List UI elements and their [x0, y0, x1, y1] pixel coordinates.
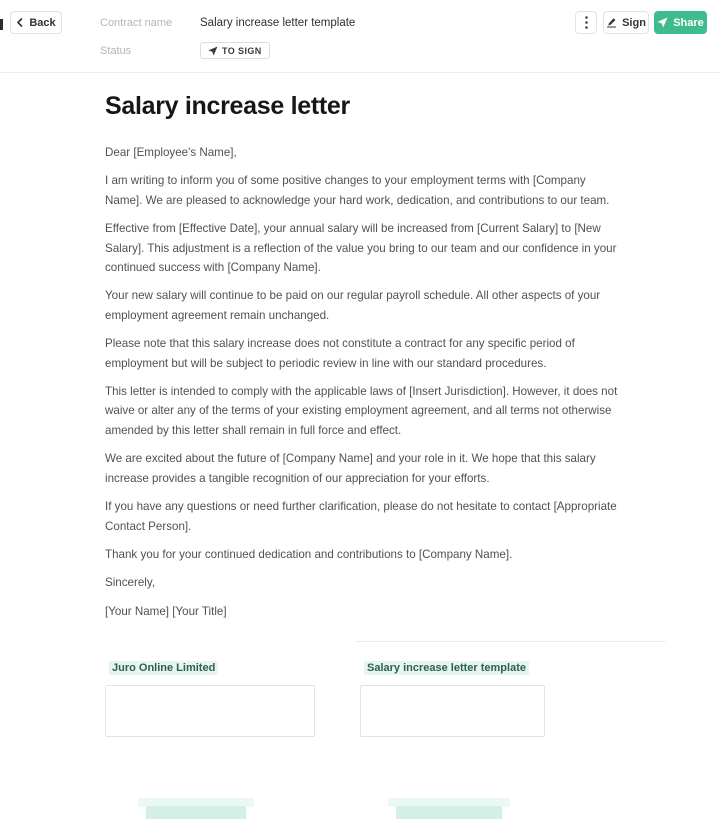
signature-party-label[interactable]: Salary increase letter template — [364, 661, 529, 675]
letter-paragraph[interactable]: This letter is intended to comply with the applicable laws of [Insert Jurisdiction]. However, it does not waive or alter any of the terms of your existing employment agreement, and all terms not otherwise amended by this letter shall remain in full force and effect. — [105, 385, 618, 437]
sign-button[interactable] — [603, 11, 649, 34]
kebab-menu-icon — [585, 16, 588, 29]
share-button-label: Share — [673, 16, 704, 29]
smartfield-highlight[interactable] — [396, 806, 502, 819]
signature-field-box[interactable] — [105, 685, 315, 737]
signature-section — [105, 658, 665, 737]
paper-plane-icon — [208, 46, 218, 56]
status-badge[interactable] — [200, 42, 270, 59]
letter-title[interactable]: Salary increase letter — [105, 92, 350, 120]
back-button[interactable] — [10, 11, 62, 34]
send-icon — [657, 17, 668, 28]
more-options-button[interactable] — [575, 11, 597, 34]
letter-paragraph[interactable]: Sincerely, — [105, 576, 156, 590]
letter-paragraph[interactable]: We are excited about the future of [Company Name] and your role in it. We hope that this salary increase provides a tangible recognition of our appreciation for your efforts. — [105, 452, 596, 485]
letter-paragraph[interactable]: I am writing to inform you of some positive changes to your employment terms with [Company Name]. We are pleased to acknowledge your hard work, dedication, and contributions to our team. — [105, 174, 610, 207]
share-button[interactable] — [654, 11, 707, 34]
contract-name-value[interactable]: Salary increase letter template — [200, 17, 356, 29]
letter-paragraph[interactable]: Please note that this salary increase does not constitute a contract for any specific period of employment but will be subject to periodic review in line with our standard procedures. — [105, 337, 575, 370]
signature-field-box[interactable] — [360, 685, 545, 737]
status-badge-label: TO SIGN — [222, 45, 262, 56]
signature-party-label[interactable]: Juro Online Limited — [109, 661, 218, 675]
letter-paragraph[interactable]: If you have any questions or need further clarification, please do not hesitate to contact [Appropriate Contact Person]. — [105, 500, 617, 533]
sign-button-label: Sign — [622, 16, 646, 29]
letter-paragraph[interactable]: [Your Name] [Your Title] — [105, 604, 227, 618]
letter-paragraph[interactable]: Effective from [Effective Date], your annual salary will be increased from [Current Salary] to [New Salary]. This adjustment is a reflection of the value you bring to our team and our confidence in your continued success with [Company Name]. — [105, 222, 617, 275]
signature-block-company — [105, 658, 315, 737]
letter-body[interactable] — [105, 143, 618, 630]
document-editor-page — [0, 73, 720, 819]
top-bar — [0, 0, 720, 73]
smartfield-highlight[interactable] — [146, 806, 246, 819]
letter-paragraph[interactable]: Thank you for your continued dedication and contributions to [Company Name]. — [105, 547, 513, 561]
status-label: Status — [100, 45, 132, 57]
letter-paragraph[interactable]: Your new salary will continue to be paid on our regular payroll schedule. All other aspects of your employment agreement remain unchanged. — [105, 289, 601, 322]
page-break-dotted-line — [356, 641, 666, 642]
pen-icon — [606, 17, 617, 28]
back-button-label: Back — [29, 16, 56, 29]
contract-name-label: Contract name — [100, 17, 173, 29]
letter-paragraph[interactable]: Dear [Employee's Name], — [105, 146, 237, 159]
signature-block-counterparty — [360, 658, 545, 737]
chevron-left-icon — [16, 18, 24, 27]
left-edge-artifact — [0, 19, 3, 30]
